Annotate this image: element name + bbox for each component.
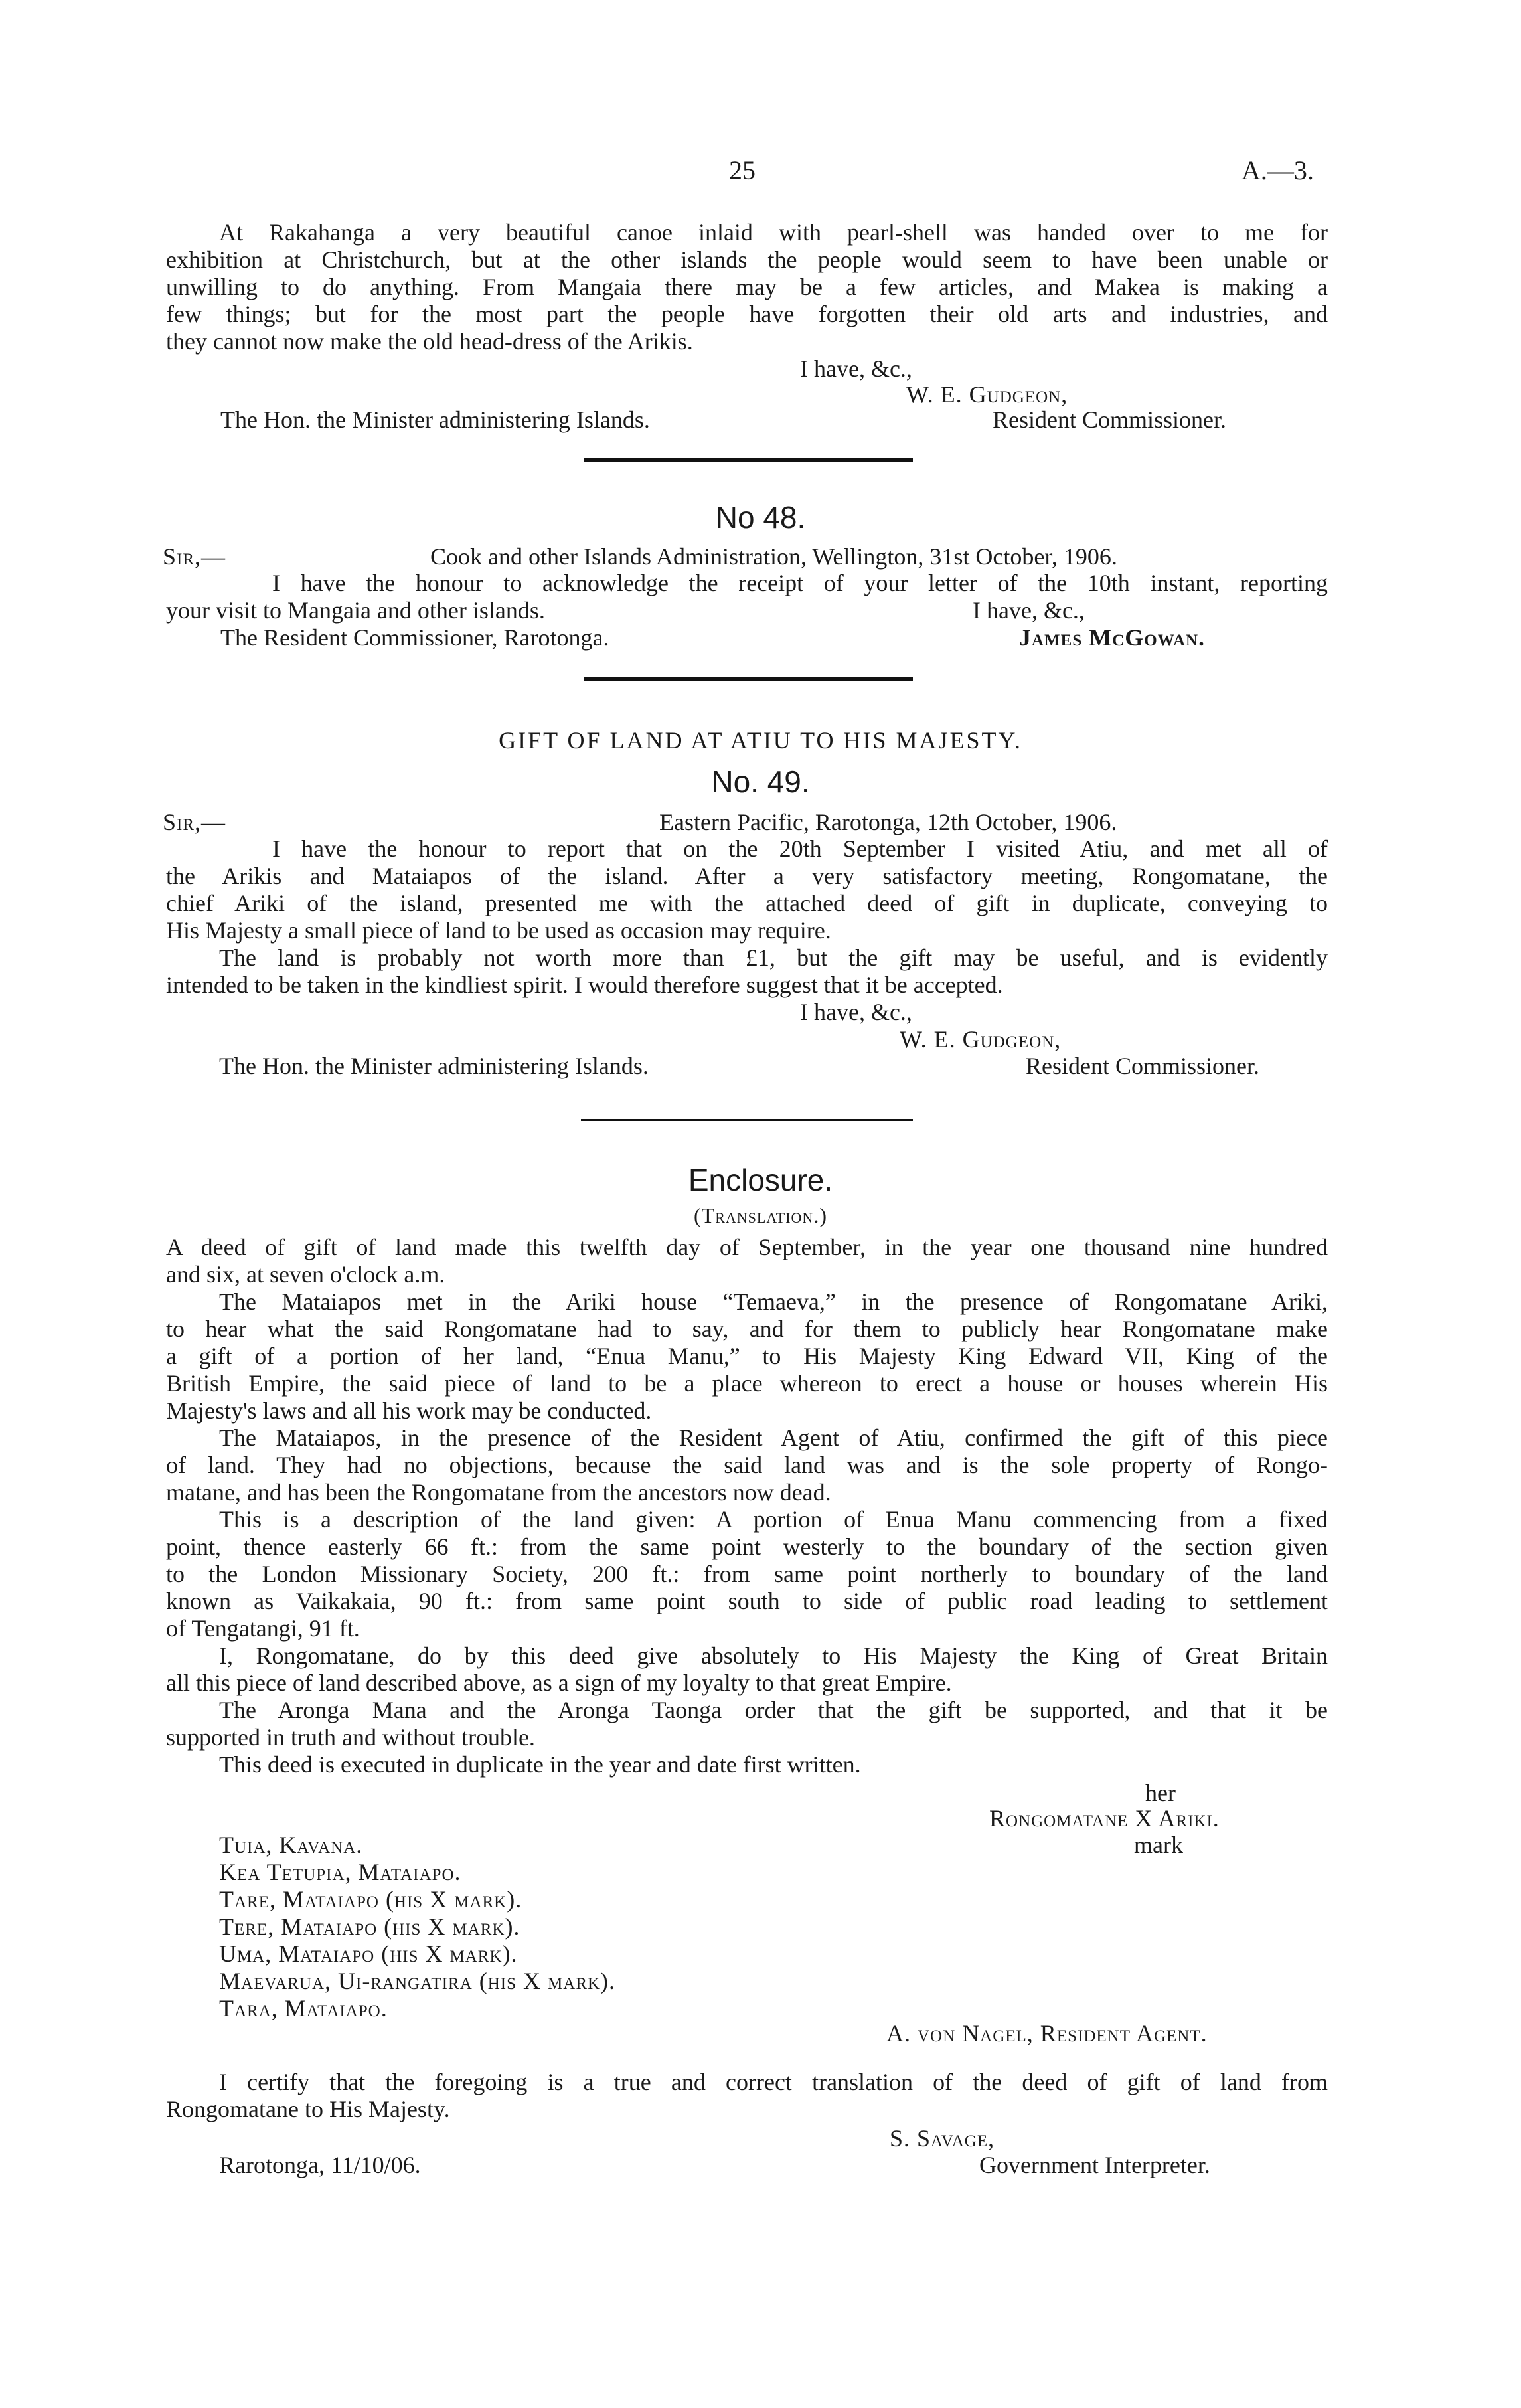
text-line: all this piece of land described above, as a sign of my loyalty to that great Empire.: [166, 1670, 952, 1696]
mark-name: Rongomatane X Ariki.: [989, 1805, 1220, 1832]
section-title: GIFT OF LAND AT ATIU TO HIS MAJESTY.: [499, 727, 1022, 754]
enclosure-para-2: [166, 1288, 1328, 1424]
text-line: exhibition at Christchurch, but at the other islands the people would seem to have been unable or: [166, 246, 1328, 273]
text-line: British Empire, the said piece of land to be a place whereon to erect a house or houses wherein His: [166, 1370, 1328, 1397]
text-line: to the London Missionary Society, 200 ft.: from same point northerly to boundary of the land: [166, 1561, 1328, 1587]
text-line: supported in truth and without trouble.: [166, 1724, 535, 1751]
letter47-closing: I have, &c.,: [800, 355, 912, 382]
text-line: intended to be taken in the kindliest spirit. I would therefore suggest that it be accepted.: [166, 972, 1003, 998]
letter49-para1: [166, 835, 1328, 944]
letter49-addressee: The Hon. the Minister administering Islands.: [219, 1053, 649, 1079]
text-line: a gift of a portion of her land, “Enua Manu,” to His Majesty King Edward VII, King of the: [166, 1343, 1328, 1369]
letter48-heading: No 48.: [715, 500, 806, 535]
divider-rule: [584, 458, 913, 462]
text-line: they cannot now make the old head-dress of the Arikis.: [166, 328, 693, 355]
letter48-closing: I have, &c.,: [973, 597, 1085, 624]
text-line: of Tengatangi, 91 ft.: [166, 1615, 360, 1642]
witness: Tare, Mataiapo (his X mark).: [219, 1886, 522, 1913]
letter49-heading: No. 49.: [711, 764, 810, 799]
document-reference: A.—3.: [1241, 155, 1314, 185]
letter48-body: [166, 570, 1328, 624]
text-line: This is a description of the land given: A portion of Enua Manu commencing from a fixed: [219, 1506, 1328, 1533]
text-line: known as Vaikakaia, 90 ft.: from same point south to side of public road leading to settlement: [166, 1588, 1328, 1614]
mark-her: her: [1145, 1780, 1176, 1806]
witness: Uma, Mataiapo (his X mark).: [219, 1940, 518, 1967]
text-line: I have the honour to acknowledge the receipt of your letter of the 10th instant, reporting: [272, 570, 1328, 596]
text-line: matane, and has been the Rongomatane from the ancestors now dead.: [166, 1479, 831, 1505]
letter49-title: Resident Commissioner.: [1026, 1053, 1260, 1079]
text-line: Majesty's laws and all his work may be conducted.: [166, 1397, 652, 1424]
letter48-salutation: Sir,—: [163, 543, 226, 570]
text-line: The land is probably not worth more than £1, but the gift may be useful, and is evidently: [219, 944, 1328, 971]
letter47-title: Resident Commissioner.: [993, 406, 1227, 433]
witness: Maevarua, Ui-rangatira (his X mark).: [219, 1968, 616, 1994]
witness: Tara, Mataiapo.: [219, 1995, 388, 2021]
witness: Kea Tetupia, Mataiapo.: [219, 1859, 461, 1885]
enclosure-heading: Enclosure.: [688, 1163, 833, 1197]
text-line: to hear what the said Rongomatane had to say, and for them to publicly hear Rongomatane make: [166, 1316, 1328, 1342]
page-number: 25: [729, 155, 756, 185]
text-line: of land. They had no objections, because the said land was and is the sole property of Rongo-: [166, 1452, 1328, 1478]
divider-rule: [584, 677, 913, 681]
text-line: unwilling to do anything. From Mangaia there may be a few articles, and Makea is making a: [166, 274, 1328, 300]
enclosure-subheading: (Translation.): [694, 1203, 827, 1227]
text-line: At Rakahanga a very beautiful canoe inlaid with pearl-shell was handed over to me for: [219, 219, 1328, 246]
text-line: chief Ariki of the island, presented me with the attached deed of gift in duplicate, conveying to: [166, 890, 1328, 916]
interpreter-title: Government Interpreter.: [979, 2152, 1210, 2178]
letter49-salutation: Sir,—: [163, 809, 226, 835]
text-line: I, Rongomatane, do by this deed give absolutely to His Majesty the King of Great Britain: [219, 1642, 1328, 1669]
text-line: and six, at seven o'clock a.m.: [166, 1261, 445, 1288]
divider-rule: [581, 1119, 913, 1121]
enclosure-para-3: [166, 1424, 1328, 1506]
interpreter-name: S. Savage,: [890, 2125, 995, 2152]
letter49-dateline: Eastern Pacific, Rarotonga, 12th October, 1906.: [659, 809, 1117, 835]
witness: Tere, Mataiapo (his X mark).: [219, 1913, 520, 1940]
witness: Tuia, Kavana.: [219, 1832, 363, 1858]
letter47-addressee: The Hon. the Minister administering Islands.: [220, 406, 650, 433]
letter48-dateline: Cook and other Islands Administration, Wellington, 31st October, 1906.: [430, 543, 1117, 570]
enclosure-para-7: [166, 1751, 1328, 1778]
text-line: This deed is executed in duplicate in the year and date first written.: [219, 1751, 861, 1778]
text-line: His Majesty a small piece of land to be used as occasion may require.: [166, 917, 831, 944]
resident-agent: A. von Nagel, Resident Agent.: [886, 2020, 1208, 2047]
place-date: Rarotonga, 11/10/06.: [219, 2152, 421, 2178]
text-line: I have the honour to report that on the 20th September I visited Atiu, and met all of: [272, 835, 1328, 862]
text-line: the Arikis and Mataiapos of the island. After a very satisfactory meeting, Rongomatane, the: [166, 863, 1328, 889]
letter49-para2: [166, 944, 1328, 999]
letter48-addressee: The Resident Commissioner, Rarotonga.: [220, 624, 609, 651]
certification: [166, 2069, 1328, 2123]
letter48-signature: James McGowan.: [1019, 624, 1206, 651]
enclosure-para-4: [166, 1506, 1328, 1642]
enclosure-para-6: [166, 1697, 1328, 1751]
letter47-body: [166, 219, 1328, 355]
text-line: The Mataiapos met in the Ariki house “Temaeva,” in the presence of Rongomatane Ariki,: [219, 1288, 1328, 1315]
text-line: I certify that the foregoing is a true and correct translation of the deed of gift of land from: [219, 2069, 1328, 2095]
text-line: The Aronga Mana and the Aronga Taonga order that the gift be supported, and that it be: [219, 1697, 1328, 1723]
text-line: point, thence easterly 66 ft.: from the same point westerly to the boundary of the section given: [166, 1533, 1328, 1560]
text-line: few things; but for the most part the people have forgotten their old arts and industries, and: [166, 301, 1328, 327]
letter49-signature: W. E. Gudgeon,: [900, 1026, 1062, 1053]
letter49-closing: I have, &c.,: [800, 999, 912, 1025]
letter47-signature: W. E. Gudgeon,: [906, 381, 1068, 408]
text-line: Rongomatane to His Majesty.: [166, 2096, 450, 2122]
enclosure-para-5: [166, 1642, 1328, 1697]
enclosure-para-1: [166, 1234, 1328, 1288]
mark-mark: mark: [1134, 1832, 1183, 1858]
text-line: A deed of gift of land made this twelfth day of September, in the year one thousand nine hundred: [166, 1234, 1328, 1260]
text-line: The Mataiapos, in the presence of the Resident Agent of Atiu, confirmed the gift of this piece: [219, 1424, 1328, 1451]
text-line: your visit to Mangaia and other islands.: [166, 597, 545, 624]
